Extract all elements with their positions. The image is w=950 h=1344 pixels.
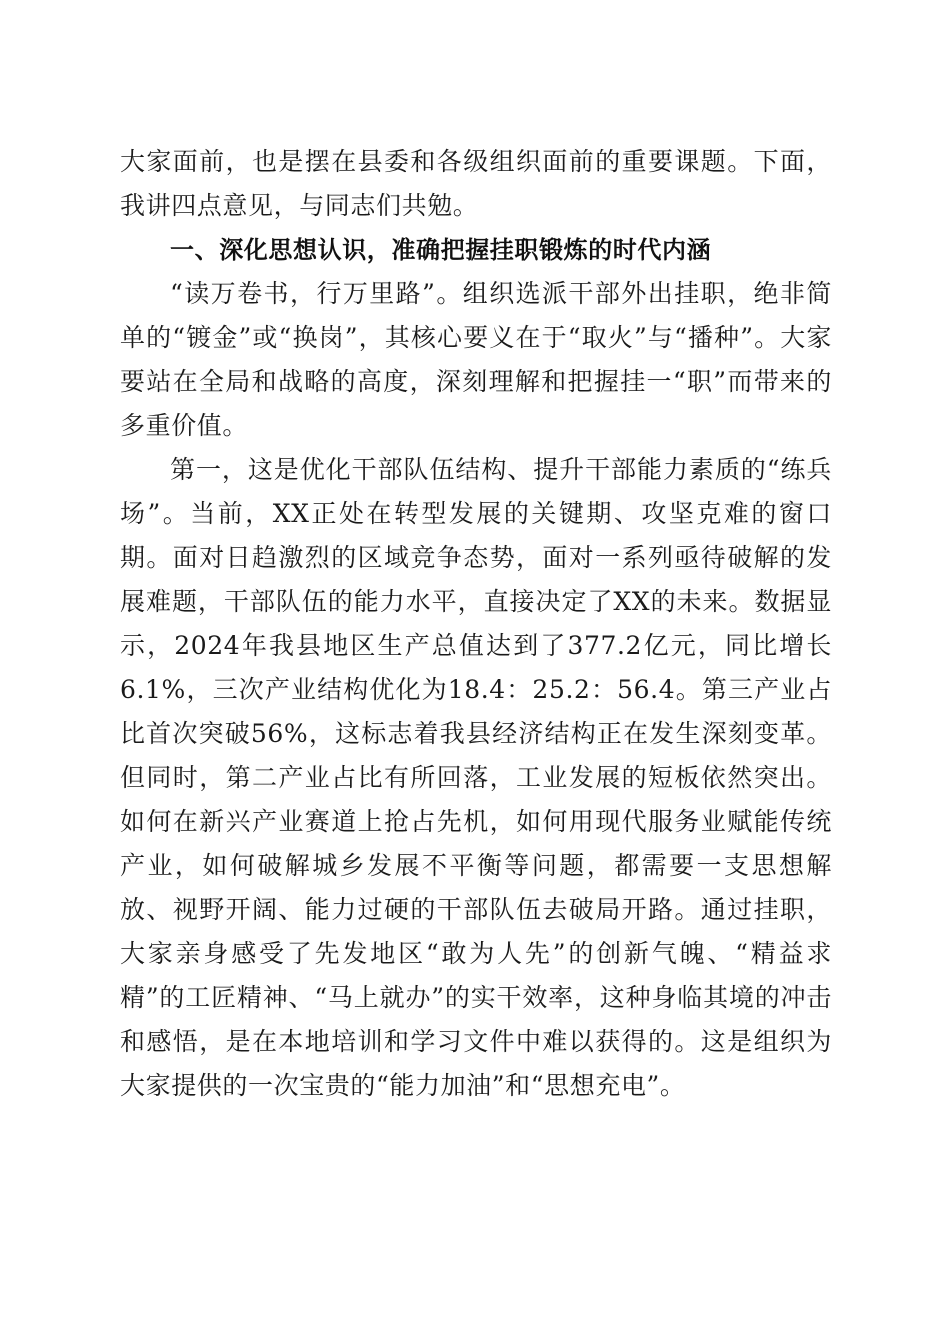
paragraph-continuation: 大家面前，也是摆在县委和各级组织面前的重要课题。下面，我讲四点意见，与同志们共勉。 (120, 147, 832, 220)
paragraph-intro: “读万卷书，行万里路”。组织选派干部外出挂职，绝非简单的“镀金”或“换岗”，其核心要义在于“取火”与“播种”。大家要站在全局和战略的高度，深刻理解和把握挂一“职”而带来的多重价值。 (120, 279, 832, 440)
document-body (120, 140, 832, 1108)
section-heading: 一、深化思想认识，准确把握挂职锻炼的时代内涵 (170, 236, 712, 264)
paragraph-first-point: 第一，这是优化干部队伍结构、提升干部能力素质的“练兵场”。当前，XX正处在转型发展的关键期、攻坚克难的窗口期。面对日趋激烈的区域竞争态势，面对一系列亟待破解的发展难题，干部队伍的能力水平，直接决定了XX的未来。数据显示，2024年我县地区生产总值达到了377.2亿元，同比增长6.1%，三次产业结构优化为18.4：25.2：56.4。第三产业占比首次突破56%，这标志着我县经济结构正在发生深刻变革。但同时，第二产业占比有所回落，工业发展的短板依然突出。如何在新兴产业赛道上抢占先机，如何用现代服务业赋能传统产业，如何破解城乡发展不平衡等问题，都需要一支思想解放、视野开阔、能力过硬的干部队伍去破局开路。通过挂职，大家亲身感受了先发地区“敢为人先”的创新气魄、“精益求精”的工匠精神、“马上就办”的实干效率，这种身临其境的冲击和感悟，是在本地培训和学习文件中难以获得的。这是组织为大家提供的一次宝贵的“能力加油”和“思想充电”。 (120, 455, 832, 1100)
